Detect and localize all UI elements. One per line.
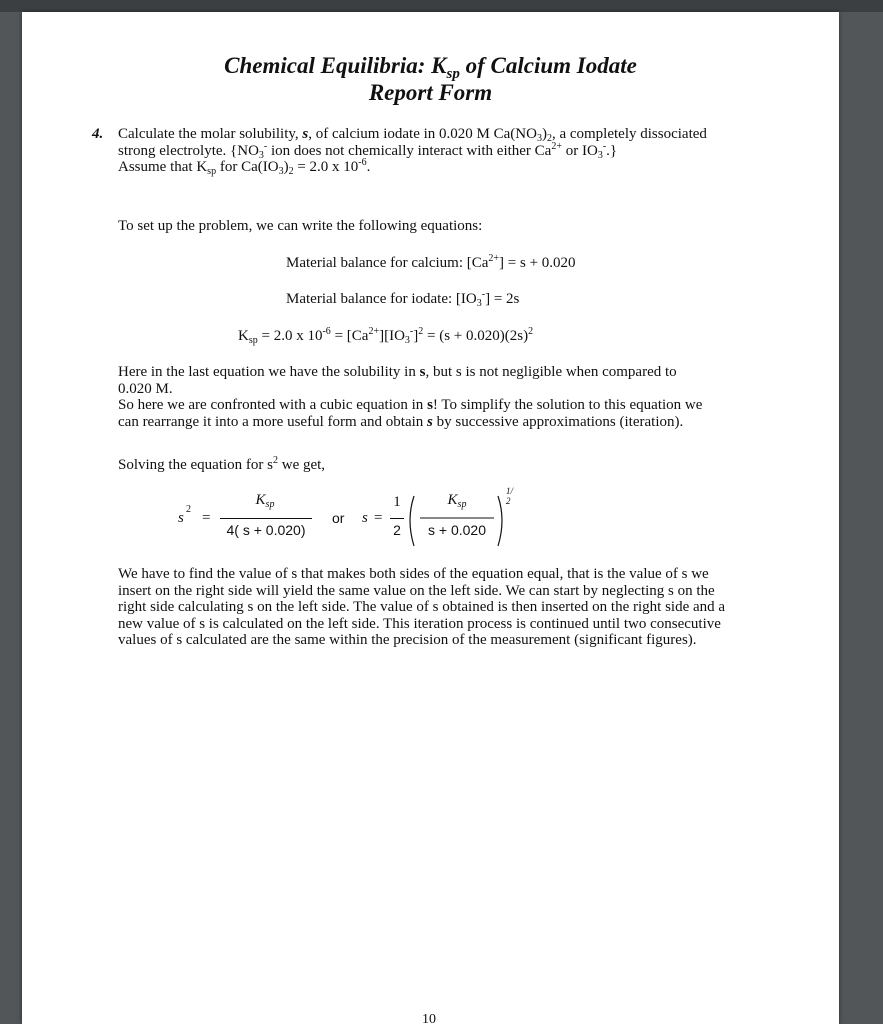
half-fraction-bar <box>390 518 404 519</box>
question-text: Calculate the molar solubility, s, of calcium iodate in 0.020 M $Ca(NO_3)_2$, a completely dissociated strong electrolyte. {$NO_3^-$ ion does not chemically interact with either $Ca^{2+}$ or $IO_3^-$.} Assume that $K_{sp}$ for $Ca(IO_3)_2 = 2.0$ x $10^{-6}$. <box>118 126 707 177</box>
formula-equals-2: = <box>374 510 383 526</box>
formula-numerator-ksp: $K_{sp}$ <box>255 492 275 510</box>
formula-or: or <box>332 510 345 526</box>
formula-s: s <box>178 510 184 526</box>
material-balance-iodate: Material balance for iodate: $[IO_3^-] = 2s$ <box>286 289 520 309</box>
formula-two: 2 <box>393 522 401 538</box>
formula-equals: = <box>202 510 211 526</box>
formula-s-2: s <box>362 510 368 526</box>
formula-denominator-2: s + 0.020 <box>428 522 486 538</box>
solving-text: Solving the equation for $s^2$ we get, <box>118 455 326 473</box>
document-title: Chemical Equilibria: $K_{sp}$ of Calcium Iodate <box>224 53 637 82</box>
formula-numerator-ksp-2: $K_{sp}$ <box>447 492 467 510</box>
iteration-formula: s 2 = $K_{sp}$ 4( s + 0.020) or s = 1 2 $K_{sp}$ s + 0.020 1/ 2 <box>172 492 492 552</box>
fraction-bar <box>220 518 312 519</box>
setup-text: To set up the problem, we can write the following equations: <box>118 218 483 234</box>
iteration-paragraph: We have to find the value of s that makes both sides of the equation equal, that is the value of s we insert on the right side will yield the same value on the left side. We can start by neglecting s on the right side calculating s on the left side. The value of s obtained is then inserted on the right side and a new value of s is calculated on the left side. This iteration process is continued until two consecutive values of s calculated are the same within the precision of the measurement (significant figures). <box>118 566 726 648</box>
formula-one: 1 <box>393 494 401 510</box>
formula-denominator: 4( s + 0.020) <box>226 522 306 538</box>
page-number: 10 <box>422 1012 436 1024</box>
explanation-paragraph: Here in the last equation we have the solubility in s, but s is not negligible when compared to 0.020 M. So here we are confronted with a cubic equation in s! To simplify the solution to this equation we can rearrange it into a more useful form and obtain s by successive approximations (iteration). <box>118 364 703 430</box>
viewer-top-bar <box>0 0 883 12</box>
document-page <box>22 12 839 1024</box>
material-balance-calcium: Material balance for calcium: $[Ca^{2+}] = s + 0.020$ <box>286 253 576 271</box>
ksp-equation: $K_{sp} = 2.0$ x $10^{-6} = [Ca^{2+}][IO_3^-]^2 = (s + 0.020)(2s)^2$ <box>238 326 534 346</box>
document-subtitle: Report Form <box>368 80 493 105</box>
question-number: 4. <box>92 126 104 142</box>
formula-exponent: 1/ 2 <box>506 486 514 506</box>
